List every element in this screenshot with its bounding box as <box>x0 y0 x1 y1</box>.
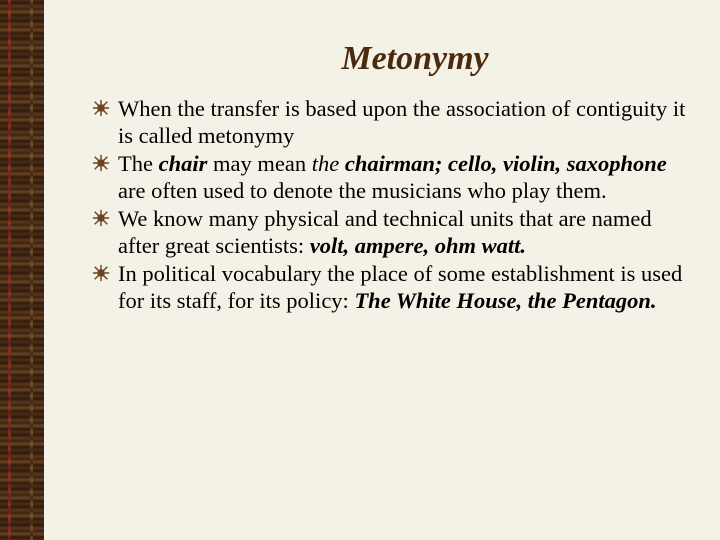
bullet-item <box>92 150 692 204</box>
text-segment: the <box>311 151 345 176</box>
bullet-item <box>92 205 692 259</box>
slide-title: Metonymy <box>341 40 489 77</box>
text-segment: may mean <box>207 151 312 176</box>
text-segment: When the transfer is based upon the association of contiguity it is called metonymy <box>118 96 686 148</box>
bullet-list <box>92 95 692 315</box>
text-segment: chair <box>158 151 208 176</box>
text-segment: The <box>118 151 159 176</box>
text-segment: chairman; cello, violin, saxophone <box>344 151 667 176</box>
text-segment: In political vocabulary the place of some establishment is used for its staff, for its policy: <box>118 261 683 313</box>
fleur-star-icon <box>92 264 110 282</box>
fleur-star-icon <box>92 154 110 172</box>
text-segment: We know many physical and technical units that are named after great scientists: <box>118 206 652 258</box>
bullet-text <box>118 261 682 313</box>
fleur-star-icon <box>92 99 110 117</box>
bullet-item <box>92 95 692 149</box>
decorative-border <box>0 0 44 540</box>
text-segment: The White House, the Pentagon. <box>354 288 657 313</box>
bullet-item <box>92 260 692 314</box>
bullet-text <box>118 206 652 258</box>
text-segment: volt, ampere, ohm watt. <box>309 233 527 258</box>
bullet-text <box>118 96 685 148</box>
bullet-text <box>118 151 667 203</box>
fleur-star-icon <box>92 209 110 227</box>
text-segment: are often used to denote the musicians who play them. <box>118 178 607 203</box>
